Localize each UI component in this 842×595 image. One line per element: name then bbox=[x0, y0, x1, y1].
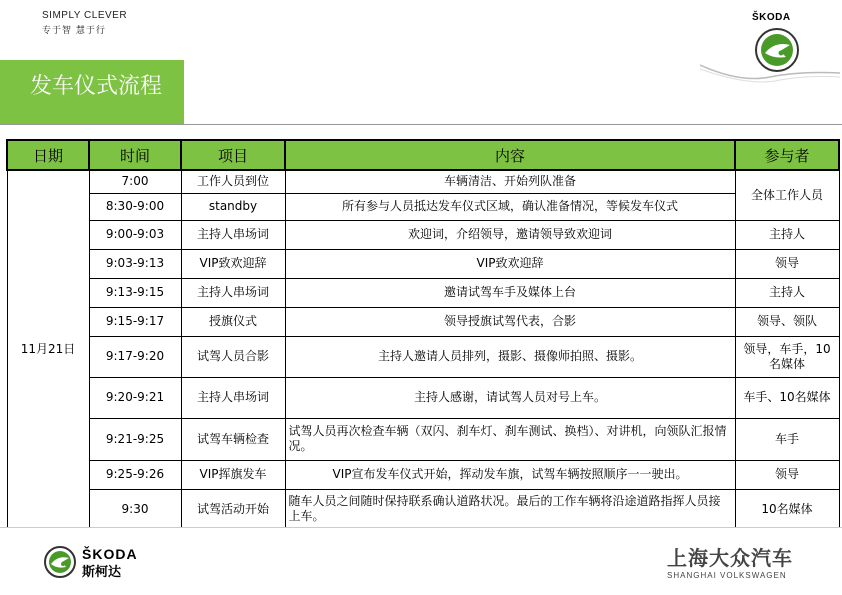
item-cell: 主持人串场词 bbox=[181, 220, 285, 249]
table-row bbox=[7, 170, 839, 193]
brand-wordmark: ŠKODA bbox=[752, 12, 791, 23]
content-cell: VIP致欢迎辞 bbox=[285, 249, 735, 278]
table-row bbox=[7, 193, 839, 220]
footer-partner-cn: 上海大众汽车 bbox=[667, 546, 793, 570]
content-cell: 车辆清洁、开始列队准备 bbox=[285, 170, 735, 193]
item-cell: VIP挥旗发车 bbox=[181, 460, 285, 489]
col-header-item: 项目 bbox=[181, 140, 285, 170]
footer-partner-en: SHANGHAI VOLKSWAGEN bbox=[667, 571, 787, 580]
time-cell: 9:20-9:21 bbox=[89, 377, 181, 418]
participants-cell: 领导 bbox=[735, 249, 839, 278]
content-cell: 欢迎词，介绍领导，邀请领导致欢迎词 bbox=[285, 220, 735, 249]
content-cell: 试驾人员再次检查车辆（双闪、刹车灯、刹车测试、换档）、对讲机，向领队汇报情况。 bbox=[285, 418, 735, 460]
time-cell: 9:21-9:25 bbox=[89, 418, 181, 460]
participants-cell: 主持人 bbox=[735, 220, 839, 249]
time-cell: 9:30 bbox=[89, 489, 181, 529]
content-cell: 随车人员之间随时保持联系确认道路状况。最后的工作车辆将沿途道路指挥人员接上车。 bbox=[285, 489, 735, 529]
participants-cell: 主持人 bbox=[735, 278, 839, 307]
footer-partner-logo bbox=[667, 542, 793, 580]
skoda-winged-arrow-icon bbox=[700, 25, 840, 85]
footer-divider bbox=[0, 527, 842, 536]
item-cell: 工作人员到位 bbox=[181, 170, 285, 193]
item-cell: 试驾车辆检查 bbox=[181, 418, 285, 460]
content-cell: 领导授旗试驾代表，合影 bbox=[285, 307, 735, 336]
item-cell: standby bbox=[181, 193, 285, 220]
col-header-content: 内容 bbox=[285, 140, 735, 170]
time-cell: 9:03-9:13 bbox=[89, 249, 181, 278]
participants-cell: 10名媒体 bbox=[735, 489, 839, 529]
item-cell: 授旗仪式 bbox=[181, 307, 285, 336]
table-row bbox=[7, 336, 839, 377]
participants-cell: 领导、领队 bbox=[735, 307, 839, 336]
item-cell: 主持人串场词 bbox=[181, 377, 285, 418]
page-title-box bbox=[0, 60, 184, 124]
time-cell: 9:15-9:17 bbox=[89, 307, 181, 336]
content-cell: VIP宣布发车仪式开始，挥动发车旗，试驾车辆按照顺序一一驶出。 bbox=[285, 460, 735, 489]
table-row bbox=[7, 220, 839, 249]
time-cell: 7:00 bbox=[89, 170, 181, 193]
table-row bbox=[7, 278, 839, 307]
col-header-time: 时间 bbox=[89, 140, 181, 170]
col-header-participants: 参与者 bbox=[735, 140, 839, 170]
time-cell: 9:13-9:15 bbox=[89, 278, 181, 307]
date-cell: 11月21日 bbox=[7, 170, 89, 529]
item-cell: 试驾人员合影 bbox=[181, 336, 285, 377]
time-cell: 9:25-9:26 bbox=[89, 460, 181, 489]
footer-brand-cn: 斯柯达 bbox=[82, 565, 122, 580]
content-cell: 主持人感谢，请试驾人员对号上车。 bbox=[285, 377, 735, 418]
schedule-table bbox=[6, 139, 840, 530]
table-row bbox=[7, 489, 839, 529]
table-row bbox=[7, 377, 839, 418]
item-cell: VIP致欢迎辞 bbox=[181, 249, 285, 278]
page-title: 发车仪式流程 bbox=[30, 74, 163, 99]
table-header-row bbox=[7, 140, 839, 170]
footer-brand-en: ŠKODA bbox=[82, 546, 138, 562]
table-row bbox=[7, 249, 839, 278]
col-header-date: 日期 bbox=[7, 140, 89, 170]
slogan-en: SIMPLY CLEVER bbox=[42, 10, 128, 21]
content-cell: 邀请试驾车手及媒体上台 bbox=[285, 278, 735, 307]
time-cell: 9:17-9:20 bbox=[89, 336, 181, 377]
participants-cell: 车手、10名媒体 bbox=[735, 377, 839, 418]
time-cell: 9:00-9:03 bbox=[89, 220, 181, 249]
slogan-cn: 专于智 慧于行 bbox=[42, 26, 106, 36]
content-cell: 所有参与人员抵达发车仪式区域，确认准备情况，等候发车仪式 bbox=[285, 193, 735, 220]
table-row bbox=[7, 307, 839, 336]
item-cell: 试驾活动开始 bbox=[181, 489, 285, 529]
content-cell: 主持人邀请人员排列，摄影、摄像师拍照、摄影。 bbox=[285, 336, 735, 377]
participants-cell: 车手 bbox=[735, 418, 839, 460]
participants-cell: 领导，车手，10名媒体 bbox=[735, 336, 839, 377]
table-row bbox=[7, 460, 839, 489]
item-cell: 主持人串场词 bbox=[181, 278, 285, 307]
time-cell: 8:30-9:00 bbox=[89, 193, 181, 220]
divider bbox=[0, 124, 842, 125]
participants-cell: 全体工作人员 bbox=[735, 170, 839, 220]
table-row bbox=[7, 418, 839, 460]
skoda-winged-arrow-icon bbox=[44, 546, 76, 578]
participants-cell: 领导 bbox=[735, 460, 839, 489]
slogan bbox=[42, 10, 127, 36]
